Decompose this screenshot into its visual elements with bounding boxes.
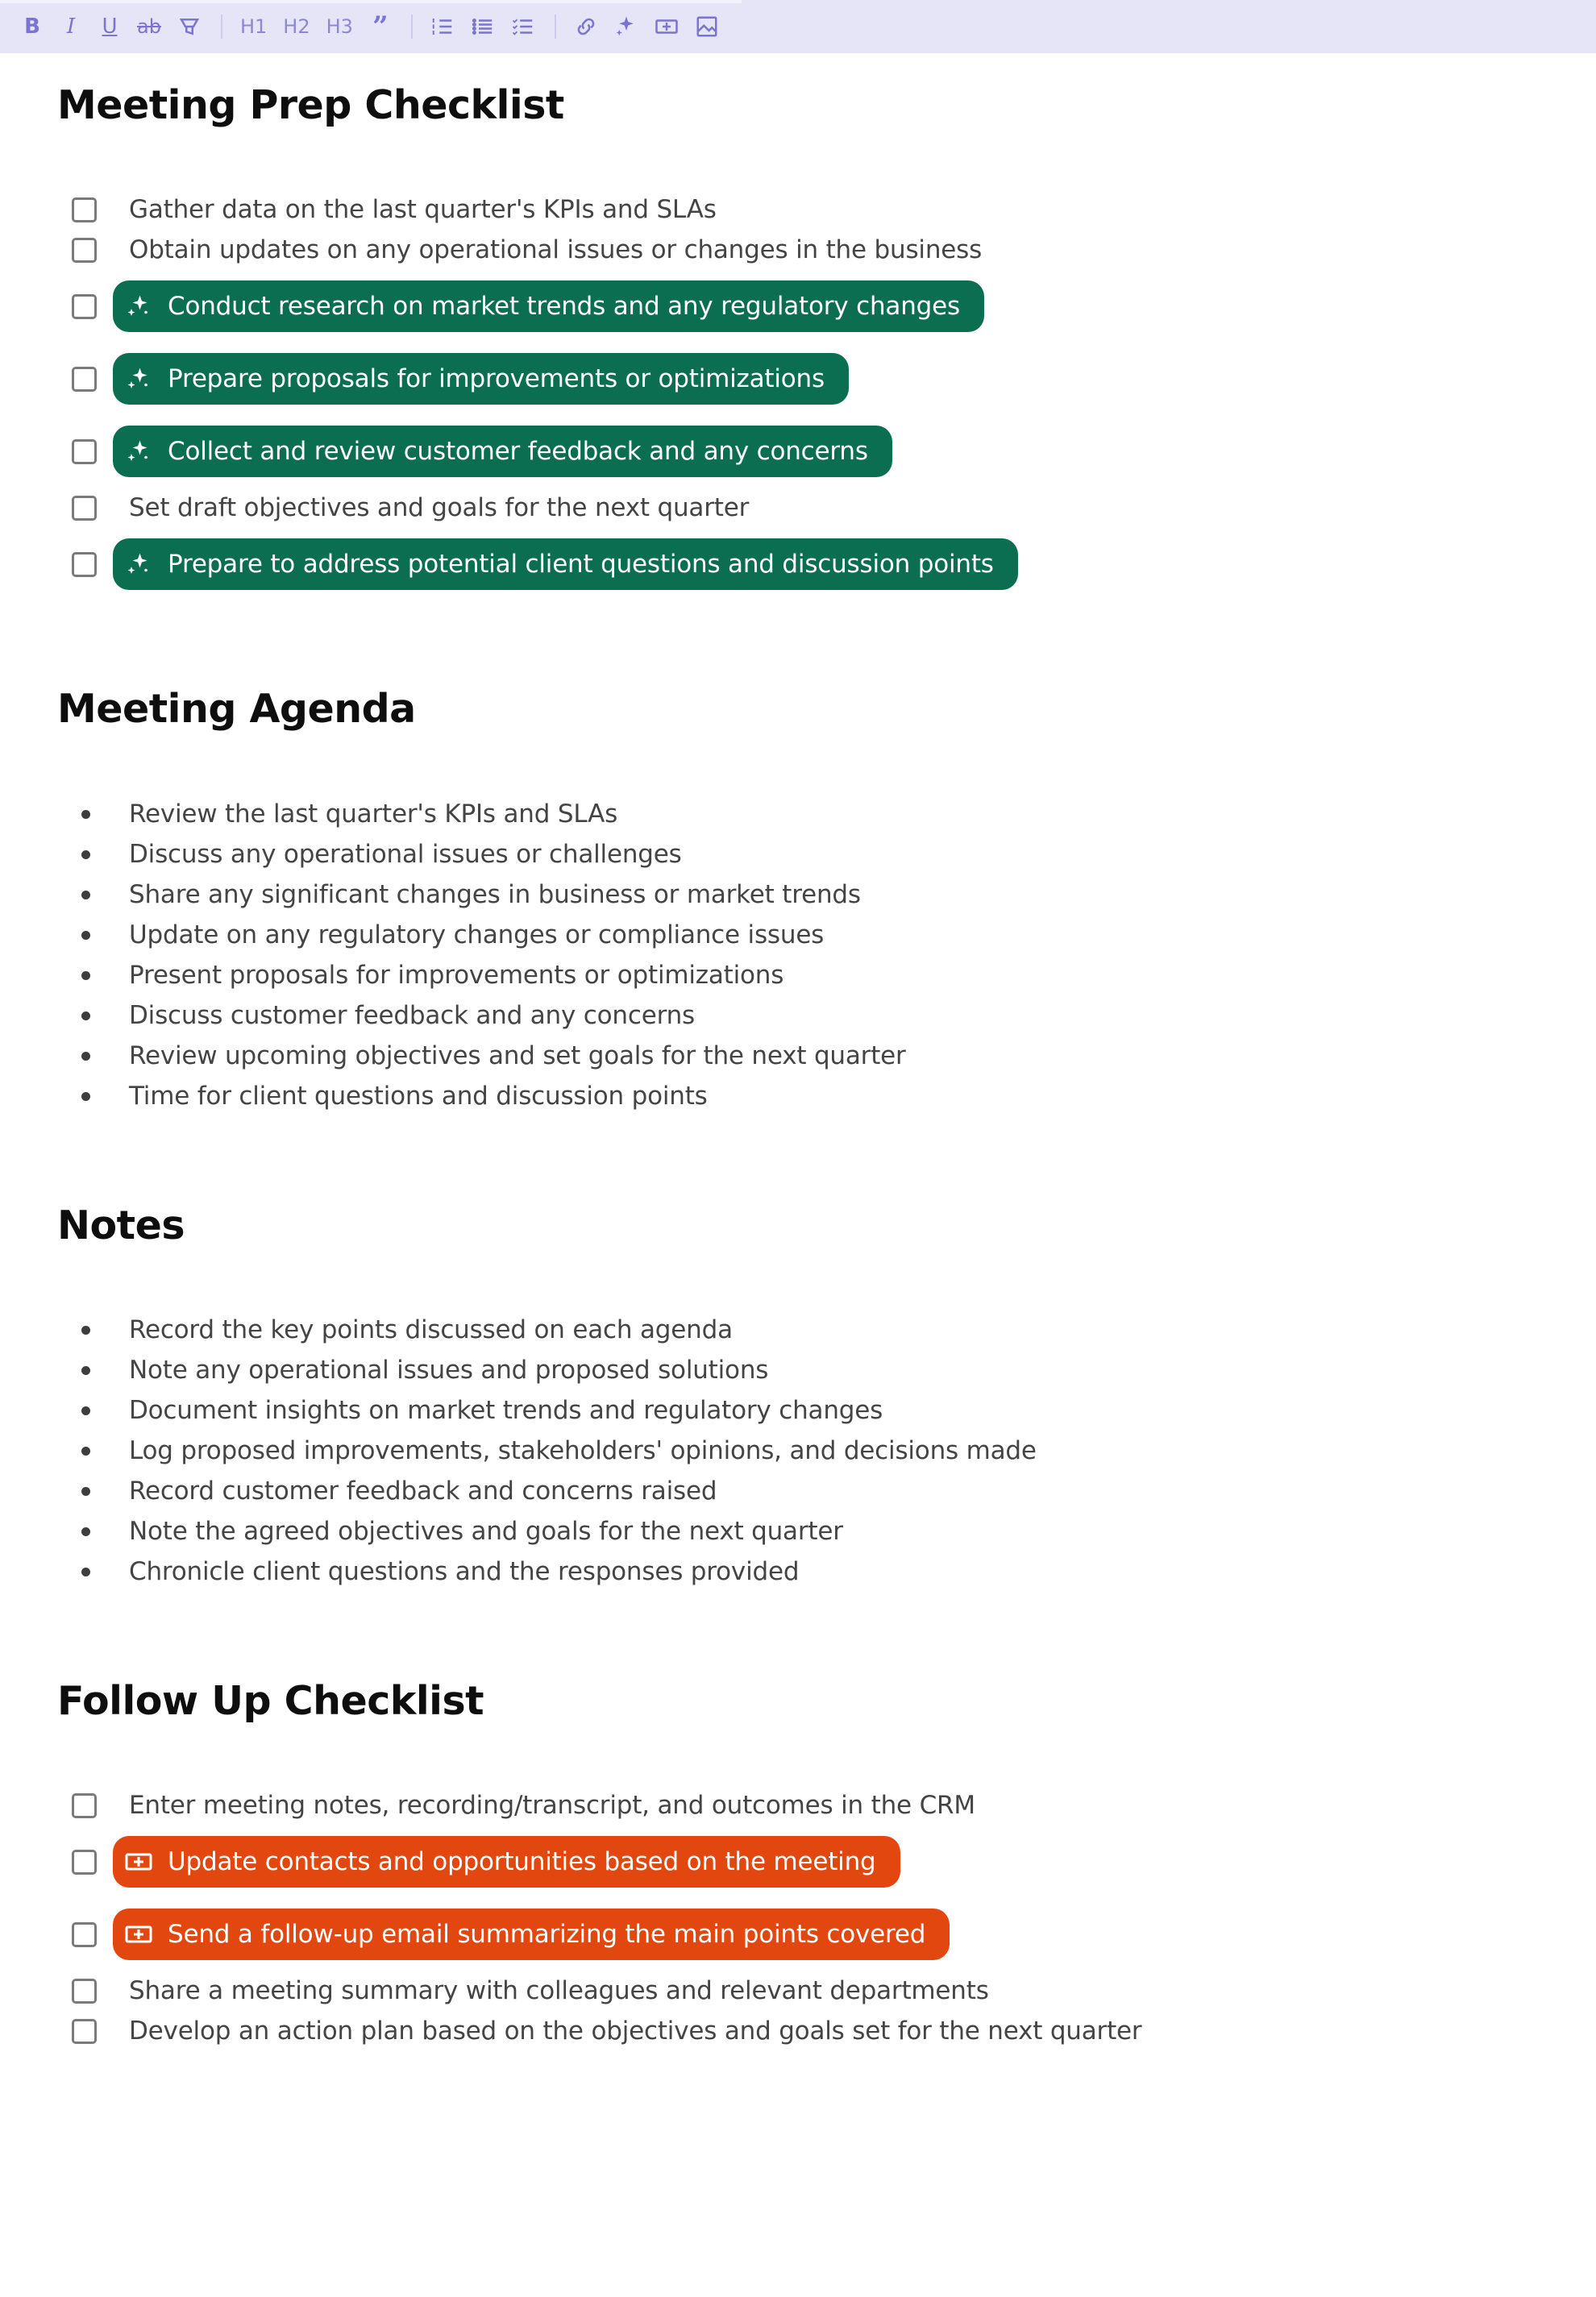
checkbox[interactable] xyxy=(72,1793,97,1818)
checkbox[interactable] xyxy=(72,367,97,392)
ai-assist-button[interactable] xyxy=(609,10,643,43)
list-item-text[interactable]: Discuss customer feedback and any concerns xyxy=(129,1001,695,1030)
pill-text: Update contacts and opportunities based on the meeting xyxy=(168,1847,876,1876)
bulleted-list-button[interactable] xyxy=(466,10,500,43)
link-icon xyxy=(574,15,598,39)
checklist-button[interactable] xyxy=(506,10,540,43)
italic-button[interactable]: I xyxy=(66,15,76,39)
bullet-icon xyxy=(81,1527,90,1536)
bullet-icon xyxy=(81,1568,90,1576)
toolbar-top-accent xyxy=(0,0,742,3)
checklist-item-text[interactable]: Set draft objectives and goals for the next quarter xyxy=(129,493,750,522)
formatting-toolbar xyxy=(0,0,1596,53)
sparkle-icon xyxy=(124,550,153,579)
checkbox[interactable] xyxy=(72,1850,97,1875)
list-item-text[interactable]: Review upcoming objectives and set goals for the next quarter xyxy=(129,1041,906,1070)
crm-field-icon xyxy=(124,1920,153,1949)
list-item-text[interactable]: Discuss any operational issues or challenges xyxy=(129,840,682,869)
sparkle-icon xyxy=(124,437,153,466)
checkbox[interactable] xyxy=(72,294,97,319)
list-item-text[interactable]: Record customer feedback and concerns raised xyxy=(129,1477,717,1506)
pill-text: Conduct research on market trends and any regulatory changes xyxy=(168,292,960,321)
list-item-text[interactable]: Chronicle client questions and the responses provided xyxy=(129,1557,800,1586)
checkbox[interactable] xyxy=(72,1979,97,2004)
list-item-text[interactable]: Review the last quarter's KPIs and SLAs xyxy=(129,800,618,829)
crm-action-pill[interactable] xyxy=(113,1909,950,1960)
checklist-item-text[interactable]: Obtain updates on any operational issues or changes in the business xyxy=(129,235,983,264)
bullet-icon xyxy=(81,971,90,980)
ai-generated-pill[interactable] xyxy=(113,280,984,332)
ai-generated-pill[interactable] xyxy=(113,426,892,477)
sparkle-icon xyxy=(124,364,153,393)
checkbox[interactable] xyxy=(72,496,97,521)
checkbox[interactable] xyxy=(72,552,97,577)
sparkle-icon xyxy=(614,15,638,39)
bullet-icon xyxy=(81,810,90,819)
highlight-button[interactable] xyxy=(172,10,206,43)
checkbox[interactable] xyxy=(72,1922,97,1947)
checklist-item-text[interactable]: Develop an action plan based on the objectives and goals set for the next quarter xyxy=(129,2017,1142,2046)
crm-field-button[interactable] xyxy=(650,10,684,43)
numbered-list-icon xyxy=(430,15,455,39)
ai-generated-pill[interactable] xyxy=(113,538,1018,590)
bullet-icon xyxy=(81,1487,90,1496)
bullet-icon xyxy=(81,1052,90,1061)
checkbox[interactable] xyxy=(72,2019,97,2044)
bold-button[interactable]: B xyxy=(24,15,40,39)
underline-button[interactable]: U xyxy=(102,15,118,39)
image-icon xyxy=(695,15,719,39)
pill-text: Prepare to address potential client questions and discussion points xyxy=(168,550,994,579)
sparkle-icon xyxy=(124,292,153,321)
checkbox[interactable] xyxy=(72,238,97,263)
crm-field-icon xyxy=(655,15,679,39)
list-item-text[interactable]: Update on any regulatory changes or compliance issues xyxy=(129,920,825,949)
section-title-agenda: Meeting Agenda xyxy=(57,686,416,732)
highlighter-icon xyxy=(177,15,202,39)
bullet-icon xyxy=(81,891,90,899)
bullet-icon xyxy=(81,1366,90,1375)
image-button[interactable] xyxy=(690,10,724,43)
list-item-text[interactable]: Present proposals for improvements or optimizations xyxy=(129,961,784,990)
pill-text: Prepare proposals for improvements or optimizations xyxy=(168,364,825,393)
bullet-icon xyxy=(81,1447,90,1456)
ai-generated-pill[interactable] xyxy=(113,353,849,405)
toolbar-divider xyxy=(221,15,222,39)
bulleted-list-icon xyxy=(471,15,495,39)
bullet-icon xyxy=(81,1092,90,1101)
pill-text: Send a follow-up email summarizing the main points covered xyxy=(168,1920,926,1949)
strikethrough-button[interactable]: ab xyxy=(137,15,161,38)
bullet-icon xyxy=(81,1011,90,1020)
checklist-item-text[interactable]: Enter meeting notes, recording/transcript, and outcomes in the CRM xyxy=(129,1791,975,1820)
list-item-text[interactable]: Record the key points discussed on each agenda xyxy=(129,1315,733,1344)
checklist-icon xyxy=(511,15,535,39)
list-item-text[interactable]: Document insights on market trends and regulatory changes xyxy=(129,1396,883,1425)
heading1-button[interactable]: H1 xyxy=(239,15,268,38)
list-item-text[interactable]: Log proposed improvements, stakeholders' opinions, and decisions made xyxy=(129,1436,1037,1465)
list-item-text[interactable]: Time for client questions and discussion points xyxy=(129,1082,708,1111)
crm-field-icon xyxy=(124,1847,153,1876)
quote-button[interactable]: ” xyxy=(372,10,389,43)
link-button[interactable] xyxy=(569,10,603,43)
checklist-item-text[interactable]: Gather data on the last quarter's KPIs and SLAs xyxy=(129,195,717,224)
bullet-icon xyxy=(81,1406,90,1415)
bullet-icon xyxy=(81,850,90,859)
checkbox[interactable] xyxy=(72,197,97,222)
checkbox[interactable] xyxy=(72,439,97,464)
section-title-notes: Notes xyxy=(57,1202,185,1248)
heading2-button[interactable]: H2 xyxy=(283,15,310,38)
heading3-button[interactable]: H3 xyxy=(326,15,353,38)
list-item-text[interactable]: Note any operational issues and proposed solutions xyxy=(129,1356,769,1385)
toolbar-divider xyxy=(411,15,413,39)
checklist-item-text[interactable]: Share a meeting summary with colleagues and relevant departments xyxy=(129,1976,989,2005)
bullet-icon xyxy=(81,931,90,940)
crm-action-pill[interactable] xyxy=(113,1836,900,1888)
bullet-icon xyxy=(81,1326,90,1335)
list-item-text[interactable]: Note the agreed objectives and goals for the next quarter xyxy=(129,1517,843,1546)
numbered-list-button[interactable] xyxy=(426,10,459,43)
section-title-followup: Follow Up Checklist xyxy=(57,1678,484,1724)
section-title-prep: Meeting Prep Checklist xyxy=(57,82,564,128)
toolbar-divider xyxy=(555,15,556,39)
pill-text: Collect and review customer feedback and any concerns xyxy=(168,437,868,466)
list-item-text[interactable]: Share any significant changes in business or market trends xyxy=(129,880,861,909)
